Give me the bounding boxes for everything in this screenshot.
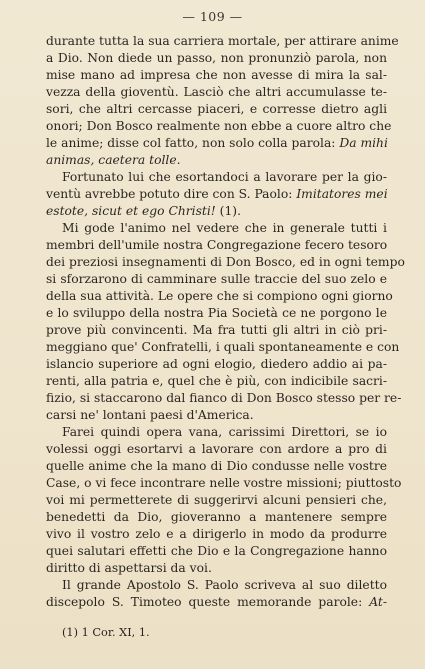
text-line: e lo sviluppo della nostra Pia Società ce ne porgono le (46, 306, 387, 320)
text-line: Mi gode l'animo nel vedere che in generale tutti i (62, 221, 387, 235)
text-line: diritto di aspettarsi da voi. (46, 561, 212, 575)
text-line: durante tutta la sua carriera mortale, per attirare anime (46, 34, 399, 48)
text-line: vivo il vostro zelo e a dirigerlo in modo da produrre (46, 527, 387, 541)
text-line: Il grande Apostolo S. Paolo scriveva al suo diletto (62, 578, 387, 592)
text-line: dei preziosi insegnamenti di Don Bosco, ed in ogni tempo (46, 255, 405, 269)
text-line: sori, che altri cercasse piaceri, e corresse dietro agli (46, 102, 387, 116)
text-line: meggiano que' Confratelli, i quali spontaneamente e con (46, 340, 400, 354)
text-line: volessi oggi esortarvi a lavorare con ardore a pro di (46, 442, 387, 456)
text-line: della sua attività. Le opere che si compiono ogni giorno (46, 289, 393, 303)
text-line (46, 203, 387, 220)
text-line: islancio superiore ad ogni elogio, diedero addio ai pa- (46, 357, 387, 371)
text-line: quelle anime che la mano di Dio condusse nelle vostre (46, 459, 387, 473)
latin-quote: Imitatores mei (296, 187, 388, 201)
text-segment: le anime; disse col fatto, non solo colla parola: (46, 136, 336, 150)
page-number-header: — 109 — (182, 9, 243, 24)
text-line: Case, o vi fece incontrare nelle vostre missioni; piuttosto (46, 476, 402, 490)
latin-quote-line: animas, caetera tolle. (46, 153, 181, 167)
text-line: renti, alla patria e, quel che è più, con indicibile sacri- (46, 374, 387, 388)
latin-quote: estote, sicut et ego Christi! (46, 204, 216, 218)
text-line: a Dio. Non diede un passo, non pronunziò parola, non (46, 51, 387, 65)
text-segment: discepolo S. Timoteo queste memorande parole: (46, 595, 363, 609)
text-line (46, 594, 387, 611)
text-line: mise mano ad impresa che non avesse di mira la sal- (46, 68, 387, 82)
latin-quote: At- (369, 595, 387, 609)
text-line: membri dell'umile nostra Congregazione fecero tesoro (46, 238, 388, 252)
text-line: carsi ne' lontani paesi d'America. (46, 408, 254, 422)
text-line: onori; Don Bosco realmente non ebbe a cuore altro che (46, 119, 392, 133)
footnote-reference: (1). (219, 204, 241, 218)
text-line: benedetti da Dio, gioveranno a mantenere sempre (46, 510, 387, 524)
footnote: (1) 1 Cor. XI, 1. (62, 626, 150, 639)
text-line: prove più convincenti. Ma fra tutti gli altri in ciò pri- (46, 323, 387, 337)
text-line: Farei quindi opera vana, carissimi Direttori, se io (62, 425, 387, 439)
text-line: Fortunato lui che esortandoci a lavorare per la gio- (62, 170, 387, 184)
text-line (46, 186, 387, 203)
text-segment: ventù avrebbe potuto dire con S. Paolo: (46, 187, 293, 201)
text-line: quei salutari effetti che Dio e la Congregazione hanno (46, 544, 387, 558)
text-line: fizio, si staccarono dal fianco di Don Bosco stesso per re- (46, 391, 402, 405)
text-line: voi mi permetterete di suggerirvi alcuni pensieri che, (46, 493, 387, 507)
text-line (46, 135, 387, 152)
text-line: vezza della gioventù. Lasciò che altri accumulasse te- (46, 85, 387, 99)
latin-quote: Da mihi (339, 136, 388, 150)
text-line: si sforzarono di camminare sulle traccie del suo zelo e (46, 272, 387, 286)
